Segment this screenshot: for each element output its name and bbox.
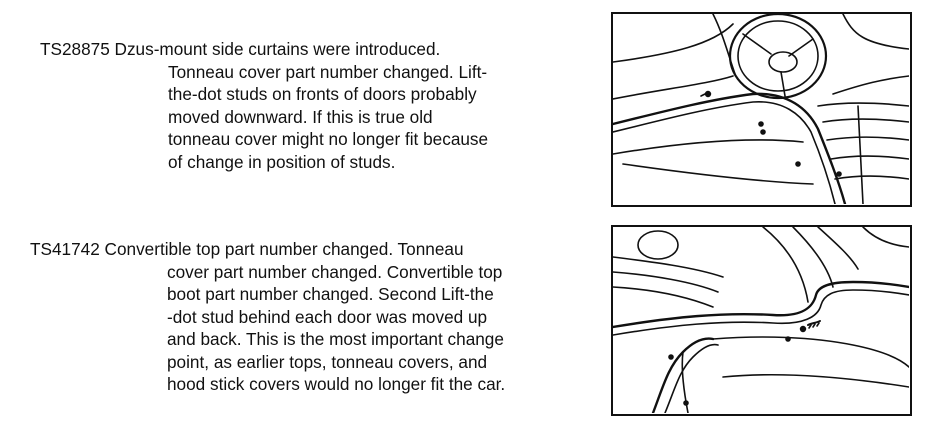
entry-line: Tonneau cover part number changed. Lift- — [168, 61, 488, 82]
entry-line: hood stick covers would no longer fit the car. — [167, 374, 506, 394]
entry-first-line — [40, 38, 488, 61]
entry-ts41742 — [30, 238, 505, 396]
entry-line: boot part number changed. Second Lift-the — [167, 284, 494, 304]
entry-first-line — [30, 238, 505, 261]
entry-line: of change in position of studs. — [168, 151, 396, 172]
entry-ts28875 — [40, 38, 488, 173]
entry-line: point, as earlier tops, tonneau covers, and — [167, 351, 488, 372]
entry-code: TS28875 — [40, 39, 110, 59]
entry-line: the-dot studs on fronts of doors probably — [168, 84, 477, 104]
entry-line: Dzus-mount side curtains were introduced. — [114, 39, 441, 59]
entry-line: moved downward. If this is true old — [168, 106, 433, 127]
entry-line: tonneau cover might no longer fit because — [168, 129, 489, 149]
entry-code: TS41742 — [30, 239, 100, 259]
entry-line: cover part number changed. Convertible top — [167, 261, 503, 282]
entry-line: and back. This is the most important change — [167, 329, 504, 349]
car-cockpit-door-stud-illustration — [611, 12, 912, 207]
entry-line: Convertible top part number changed. Tonneau — [104, 239, 464, 259]
entry-line: -dot stud behind each door was moved up — [167, 306, 488, 327]
car-rear-door-stud-illustration — [611, 225, 912, 416]
